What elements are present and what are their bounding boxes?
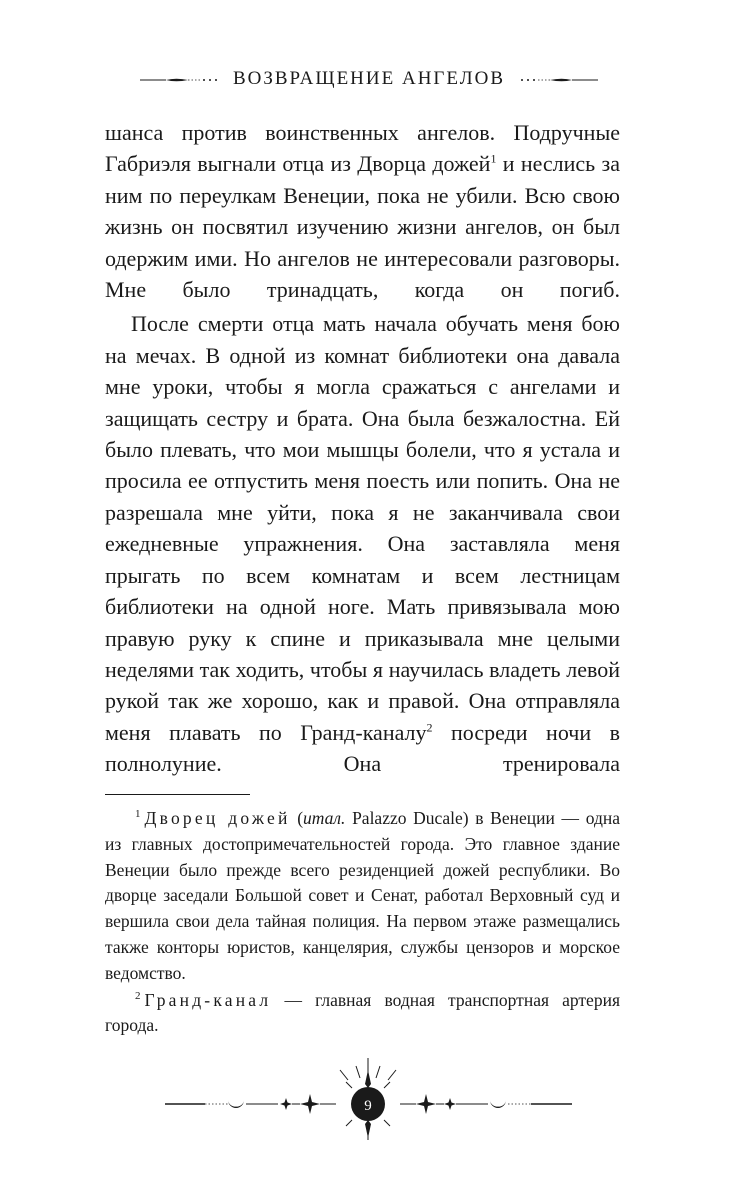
footnote-separator	[105, 794, 250, 795]
footnote-2	[105, 988, 620, 1040]
footnotes	[105, 806, 620, 1039]
main-text	[105, 117, 620, 780]
paragraph-1-text-b: и неслись за ним по переулкам Венеции, пока не убили. Всю свою жизнь он посвятил изучению жизни ангелов, он был одержим ими. Но ангелов не интересовали разговоры. Мне было тринадцать, когда он погиб.	[105, 151, 620, 303]
footnote-2-text: — главная водная транспортная артерия города.	[105, 989, 620, 1036]
header-ornament-right-icon	[518, 74, 598, 86]
paragraph-1-text-a: шанса против воинственных ангелов. Подручные Габриэля выгнали отца из Дворца дожей	[105, 120, 620, 177]
footnote-2-term: Гранд-канал	[144, 989, 272, 1010]
paragraph-2-text-a: После смерти отца мать начала обучать меня бою на мечах. В одной из комнат библиотеки она давала мне уроки, чтобы я могла сражаться с ангелами и защищать сестру и брата. Она была безжалостна. Ей было плевать, что мои мышцы болели, что я устала и просила ее отпустить меня поесть или попить. Она не разрешала мне уйти, пока я не заканчивала свои ежедневные упражнения. Она заставляла меня прыгать по всем комнатам и всем лестницам библиотеки на одной ноге. Мать привязывала мою правую руку к спине и приказывала мне целыми неделями так ходить, чтобы я научилась владеть левой рукой так же хорошо, как и правой. Она отправляла меня плавать по Гранд-каналу	[105, 311, 620, 745]
footnote-1-lang: итал.	[303, 808, 346, 828]
folio-ornament-icon	[0, 1040, 738, 1140]
footnote-1	[105, 806, 620, 987]
footnote-1-text: Palazzo Ducale) в Венеции — одна из главных достопримечательностей города. Это главное здание Венеции было прежде всего резиденцией дожей республики. Во дворце заседали Большой совет и Сенат, работал Верховный суд и вершила свои дела тайная полиция. На первом этаже размещались также конторы юристов, канцелярия, службы цензоров и морское ведомство.	[105, 808, 620, 983]
footnote-1-number: 1	[135, 808, 141, 821]
footnote-ref-2[interactable]: 2	[426, 720, 433, 735]
footnote-ref-1[interactable]: 1	[490, 152, 497, 167]
paragraph-1	[105, 117, 620, 305]
footnote-2-number: 2	[135, 989, 141, 1002]
running-title: ВОЗВРАЩЕНИЕ АНГЕЛОВ	[232, 68, 506, 89]
page-number: 9	[364, 1098, 372, 1114]
paragraph-2	[105, 308, 620, 779]
folio	[0, 1040, 738, 1140]
running-header	[0, 60, 738, 100]
footnote-1-term: Дворец дожей	[144, 808, 291, 828]
footnote-1-open-paren: (	[290, 808, 304, 828]
paragraph-2-text-b: посреди ночи в полнолуние. Она тренировала	[105, 719, 620, 777]
